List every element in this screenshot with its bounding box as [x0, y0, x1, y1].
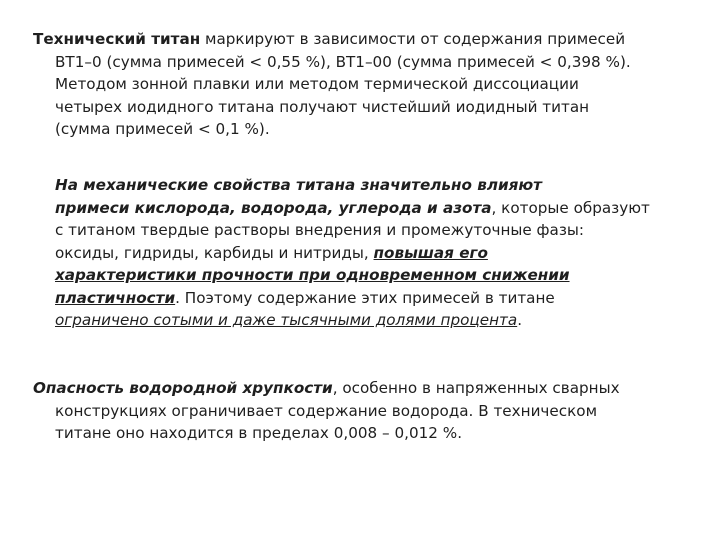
p2-line-5: [55, 264, 705, 287]
p2-line-7-text: .: [517, 311, 523, 329]
p1-line-3: Методом зонной плавки или методом термической диссоциации: [55, 75, 579, 93]
p2-line-6: [55, 287, 705, 310]
p1-bold-term: Технический титан: [33, 30, 201, 48]
p2-emphasis-1: На механические свойства титана значительно влияют: [55, 176, 542, 194]
p2-emphasis-2: примеси кислорода, водорода, углерода и азота: [55, 198, 492, 217]
p2-underlined-italic: ограничено сотыми и даже тысячными долями процента: [55, 311, 518, 329]
p2-line-4: [55, 242, 705, 265]
p2-line-3: с титаном твердые растворы внедрения и промежуточные фазы:: [55, 221, 585, 239]
p2-underlined-emphasis-1: повышая его: [373, 243, 488, 262]
p2-underlined-emphasis-3: пластичности: [55, 288, 176, 307]
p1-line-1-text: маркируют в зависимости от содержания примесей: [200, 30, 626, 48]
p2-line-2-text: , которые образуют: [491, 198, 650, 217]
p3-line-1: [33, 377, 705, 400]
p2-line-1: [55, 174, 705, 197]
p3-line-2: конструкциях ограничивает содержание водорода. В техническом: [55, 401, 598, 420]
p2-line-2: [55, 197, 705, 220]
p1-line-2: ВТ1–0 (сумма примесей < 0,55 %), ВТ1–00 (сумма примесей < 0,398 %).: [55, 52, 631, 71]
p2-line-7: [55, 309, 705, 332]
p3-line-1-text: , особенно в напряженных сварных: [332, 379, 620, 397]
paragraph-hydrogen-brittleness: [33, 377, 705, 445]
p1-line-5: (сумма примесей < 0,1 %).: [55, 120, 270, 138]
p2-line-4-text: оксиды, гидриды, карбиды и нитриды,: [55, 243, 374, 262]
paragraph-impurities-effect: [55, 174, 705, 332]
paragraph-technical-titanium: [33, 28, 705, 141]
p2-underlined-emphasis-2: характеристики прочности при одновременном снижении: [55, 266, 570, 284]
p1-line-4: четырех иодидного титана получают чистейший иодидный титан: [55, 97, 590, 116]
p1-line-1: [33, 28, 705, 51]
p3-line-3: титане оно находится в пределах 0,008 – 0,012 %.: [55, 424, 463, 442]
p2-line-6-text: . Поэтому содержание этих примесей в титане: [175, 288, 555, 307]
p3-emphasis: Опасность водородной хрупкости: [33, 379, 333, 397]
